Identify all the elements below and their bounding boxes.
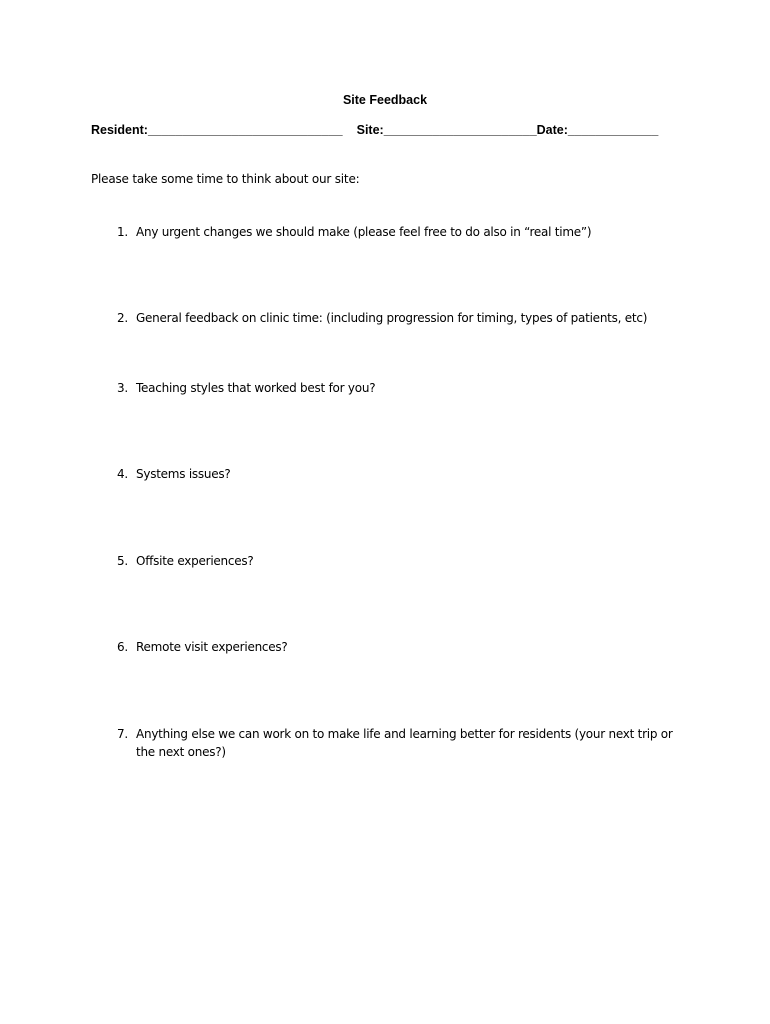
site-blank: ______________________	[383, 123, 537, 137]
question-item	[108, 638, 673, 656]
question-text: Teaching styles that worked best for you?	[136, 381, 376, 395]
question-item	[108, 309, 673, 327]
question-text: Any urgent changes we should make (please feel free to do also in “real time”)	[136, 225, 592, 239]
question-number: 6.	[117, 640, 128, 654]
question-item	[108, 223, 673, 241]
question-text: Offsite experiences?	[136, 554, 254, 568]
question-number: 3.	[117, 381, 128, 395]
question-text: General feedback on clinic time: (including progression for timing, types of patients, etc)	[136, 311, 648, 325]
site-label: Site:	[356, 123, 384, 137]
form-header-fields	[91, 122, 691, 138]
question-item	[108, 552, 673, 570]
date-label: Date:	[536, 123, 568, 137]
question-number: 5.	[117, 554, 128, 568]
question-text: Remote visit experiences?	[136, 640, 288, 654]
question-item	[108, 465, 673, 483]
question-text: Anything else we can work on to make life and learning better for residents (your next trip or the next ones?)	[136, 727, 673, 759]
question-number: 1.	[117, 225, 128, 239]
question-number: 2.	[117, 311, 128, 325]
page-title: Site Feedback	[342, 93, 428, 107]
question-number: 7.	[117, 727, 128, 741]
date-blank: _____________	[567, 123, 659, 137]
question-text: Systems issues?	[136, 467, 231, 481]
intro-text: Please take some time to think about our site:	[91, 172, 360, 186]
resident-blank: ____________________________	[147, 123, 343, 137]
resident-label: Resident:	[91, 123, 148, 137]
question-item	[108, 725, 673, 761]
question-item	[108, 379, 673, 397]
question-number: 4.	[117, 467, 128, 481]
